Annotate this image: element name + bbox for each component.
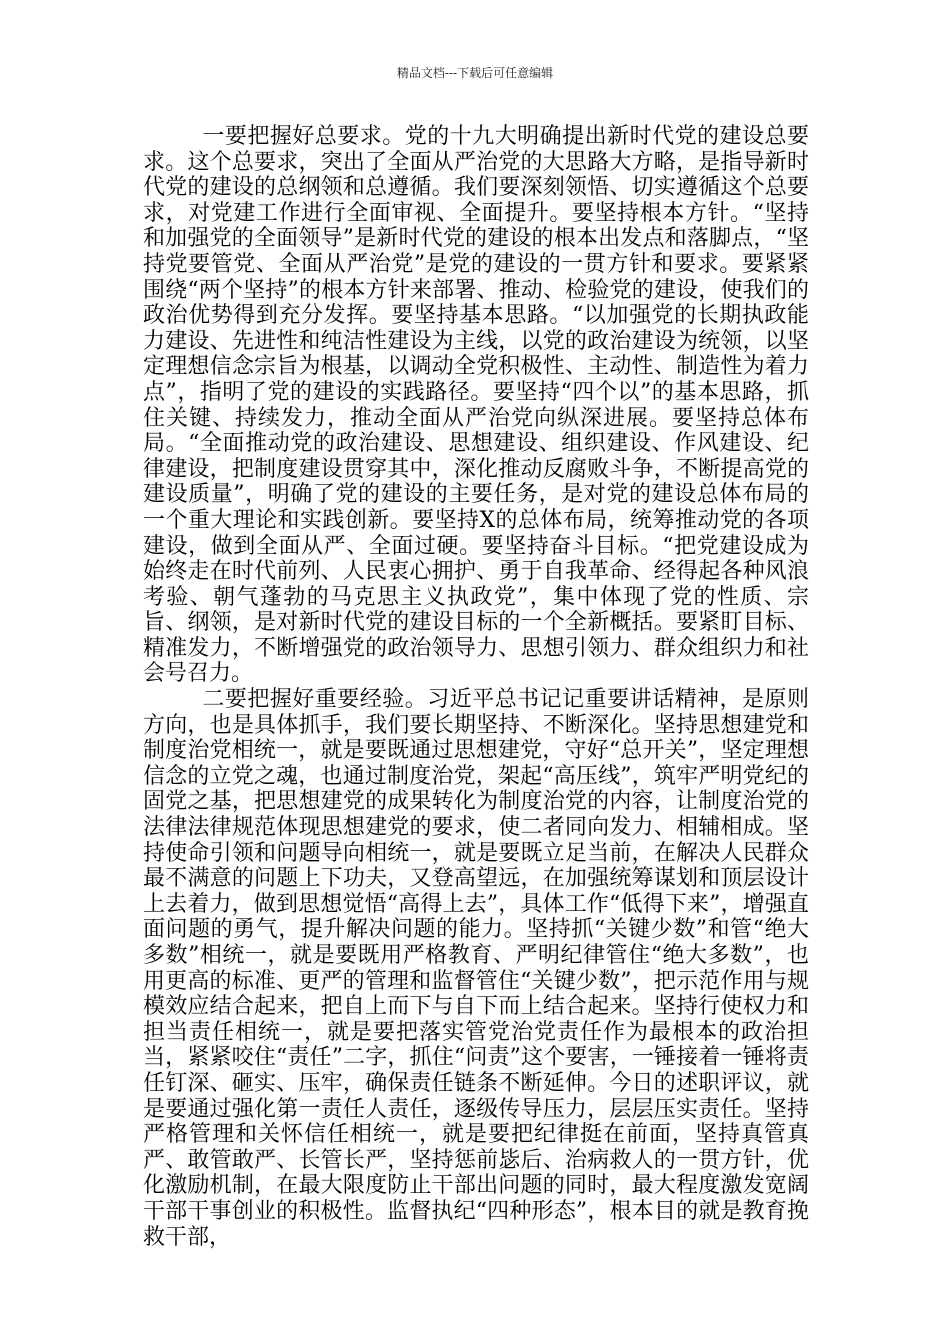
paragraph-general-requirements: 一要把握好总要求。党的十九大明确提出新时代党的建设总要求。这个总要求，突出了全面从严治党的大思路大方略，是指导新时代党的建设的总纲领和总遵循。我们要深刻领悟、切实遵循这个总要求，对党建工作进行全面审视、全面提升。要坚持根本方针。“坚持和加强党的全面领导”是新时代党的建设的根本出发点和落脚点，“坚持党要管党、全面从严治党”是党的建设的一贯方针和要求。要紧紧围绕“两个坚持”的根本方针来部署、推动、检验党的建设，使我们的政治优势得到充分发挥。要坚持基本思路。“以加强党的长期执政能力建设、先进性和纯洁性建设为主线，以党的政治建设为统领，以坚定理想信念宗旨为根基，以调动全党积极性、主动性、制造性为着力点”，指明了党的建设的实践路径。要坚持“四个以”的基本思路，抓住关键、持续发力，推动全面从严治党向纵深进展。要坚持总体布局。“全面推动党的政治建设、思想建设、组织建设、作风建设、纪律建设，把制度建设贯穿其中，深化推动反腐败斗争，不断提高党的建设质量”，明确了党的建设的主要任务，是对党的建设总体布局的一个重大理论和实践创新。要坚持X的总体布局，统筹推动党的各项建设，做到全面从严、全面过硬。要坚持奋斗目标。“把党建设成为始终走在时代前列、人民衷心拥护、勇于自我革命、经得起各种风浪考验、朝气蓬勃的马克思主义执政党”，集中体现了党的性质、宗旨、纲领，是对新时代党的建设目标的一个全新概括。要紧盯目标、精准发力，不断增强党的政治领导力、思想引领力、群众组织力和社会号召力。 <box>143 124 809 687</box>
paragraph-important-experience: 二要把握好重要经验。习近平总书记记重要讲话精神，是原则方向，也是具体抓手，我们要长期坚持、不断深化。坚持思想建党和制度治党相统一，就是要既通过思想建党，守好“总开关”，坚定理想信念的立党之魂，也通过制度治党，架起“高压线”，筑牢严明党纪的固党之基，把思想建党的成果转化为制度治党的内容，让制度治党的法律法律规范体现思想建党的要求，使二者同向发力、相辅相成。坚持使命引领和问题导向相统一，就是要既立足当前，在解决人民群众最不满意的问题上下功夫，又登高望远，在加强统筹谋划和顶层设计上去着力，做到思想觉悟“高得上去”，具体工作“低得下来”，增强直面问题的勇气，提升解决问题的能力。坚持抓“关键少数”和管“绝大多数”相统一，就是要既用严格教育、严明纪律管住“绝大多数”，也用更高的标准、更严的管理和监督管住“关键少数”，把示范作用与规模效应结合起来，把自上而下与自下而上结合起来。坚持行使权力和担当责任相统一，就是要把落实管党治党责任作为最根本的政治担当，紧紧咬住“责任”二字，抓住“问责”这个要害，一锤接着一锤将责任钉深、砸实、压牢，确保责任链条不断延伸。今日的述职评议，就是要通过强化第一责任人责任，逐级传导压力，层层压实责任。坚持严格管理和关怀信任相统一，就是要把纪律挺在前面，坚持真管真严、敢管敢严、长管长严，坚持惩前毖后、治病救人的一贯方针，优化激励机制，在最大限度防止干部出问题的同时，最大程度激发宽阔干部干事创业的积极性。监督执纪“四种形态”，根本目的就是教育挽救干部， <box>143 687 809 1250</box>
page-header: 精品文档---下载后可任意编辑 <box>396 66 554 80</box>
document-body <box>143 124 809 1250</box>
